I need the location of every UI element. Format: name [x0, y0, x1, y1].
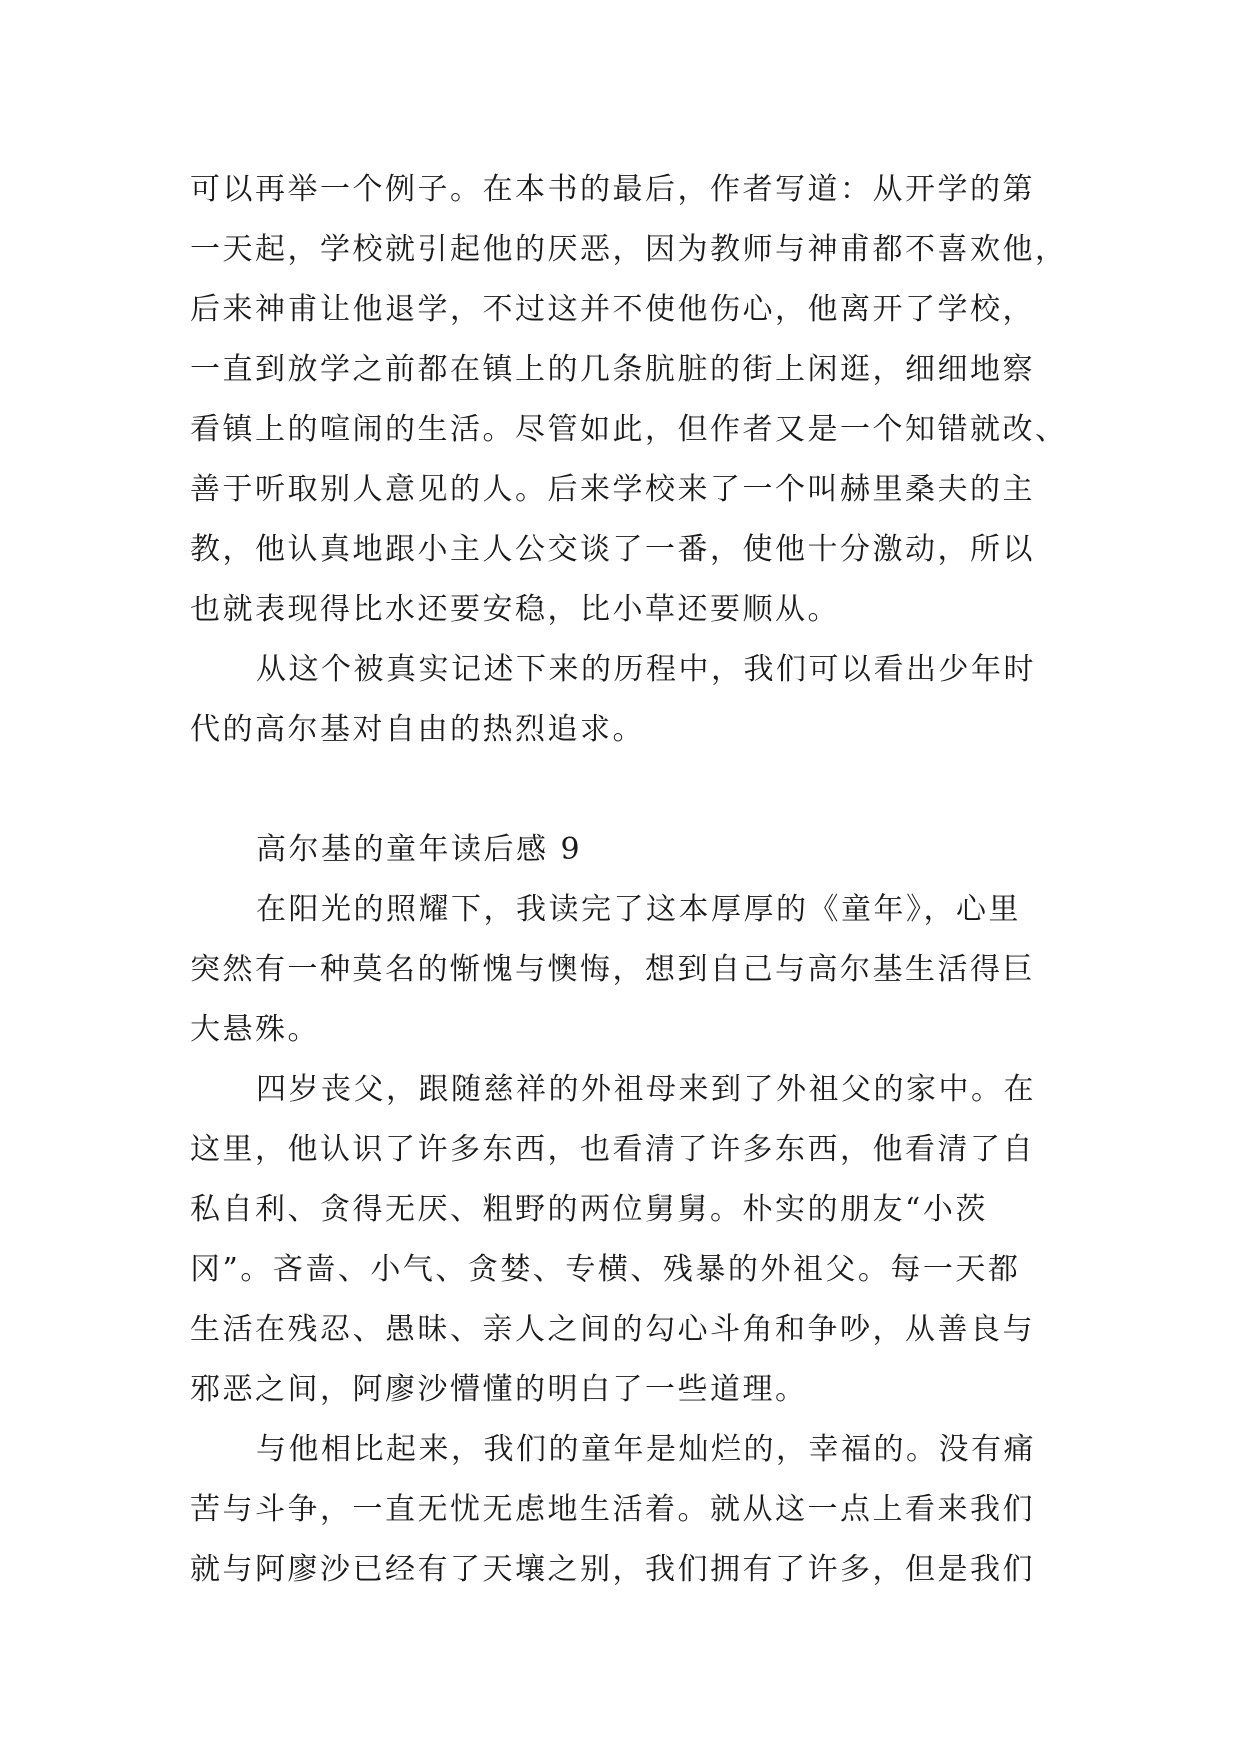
text-line: 邪恶之间，阿廖沙懵懂的明白了一些道理。 [190, 1372, 808, 1407]
text-line: 从这个被真实记述下来的历程中，我们可以看出少年时 [256, 652, 1036, 687]
text-line: 苦与斗争，一直无忧无虑地生活着。就从这一点上看来我们 [190, 1492, 1035, 1527]
text-line: 也就表现得比水还要安稳，比小草还要顺从。 [190, 592, 840, 627]
text-line: 一天起，学校就引起他的厌恶，因为教师与神甫都不喜欢他， [190, 232, 1068, 267]
paragraph [190, 1060, 1070, 1420]
text-line: 与他相比起来，我们的童年是灿烂的，幸福的。没有痛 [256, 1432, 1036, 1467]
text-line: 教，他认真地跟小主人公交谈了一番，使他十分激动，所以 [190, 532, 1035, 567]
text-line: 私自利、贪得无厌、粗野的两位舅舅。朴实的朋友“小茨 [190, 1192, 988, 1227]
section-title: 高尔基的童年读后感 9 [256, 832, 583, 867]
text-line: 一直到放学之前都在镇上的几条肮脏的街上闲逛，细细地察 [190, 352, 1035, 387]
paragraph [190, 640, 1070, 760]
document-page [190, 160, 1070, 1600]
text-line: 在阳光的照耀下，我读完了这本厚厚的《童年》，心里 [256, 892, 1021, 927]
text-line: 大悬殊。 [190, 1012, 320, 1047]
paragraph [190, 160, 1070, 640]
section-spacer [190, 760, 1070, 820]
text-line: 这里，他认识了许多东西，也看清了许多东西，他看清了自 [190, 1132, 1035, 1167]
text-line: 后来神甫让他退学，不过这并不使他伤心，他离开了学校， [190, 292, 1035, 327]
text-line: 看镇上的喧闹的生活。尽管如此，但作者又是一个知错就改、 [190, 412, 1068, 447]
text-line: 突然有一种莫名的惭愧与懊悔，想到自己与高尔基生活得巨 [190, 952, 1035, 987]
paragraph [190, 1420, 1070, 1600]
text-line: 四岁丧父，跟随慈祥的外祖母来到了外祖父的家中。在 [256, 1072, 1036, 1107]
text-line: 善于听取别人意见的人。后来学校来了一个叫赫里桑夫的主 [190, 472, 1035, 507]
text-line: 生活在残忍、愚昧、亲人之间的勾心斗角和争吵，从善良与 [190, 1312, 1035, 1347]
text-line: 可以再举一个例子。在本书的最后，作者写道：从开学的第 [190, 172, 1035, 207]
paragraph [190, 880, 1070, 1060]
text-line: 代的高尔基对自由的热烈追求。 [190, 712, 645, 747]
text-line: 就与阿廖沙已经有了天壤之别，我们拥有了许多，但是我们 [190, 1552, 1035, 1587]
text-line: 冈”。吝啬、小气、贪婪、专横、残暴的外祖父。每一天都 [190, 1252, 1021, 1287]
